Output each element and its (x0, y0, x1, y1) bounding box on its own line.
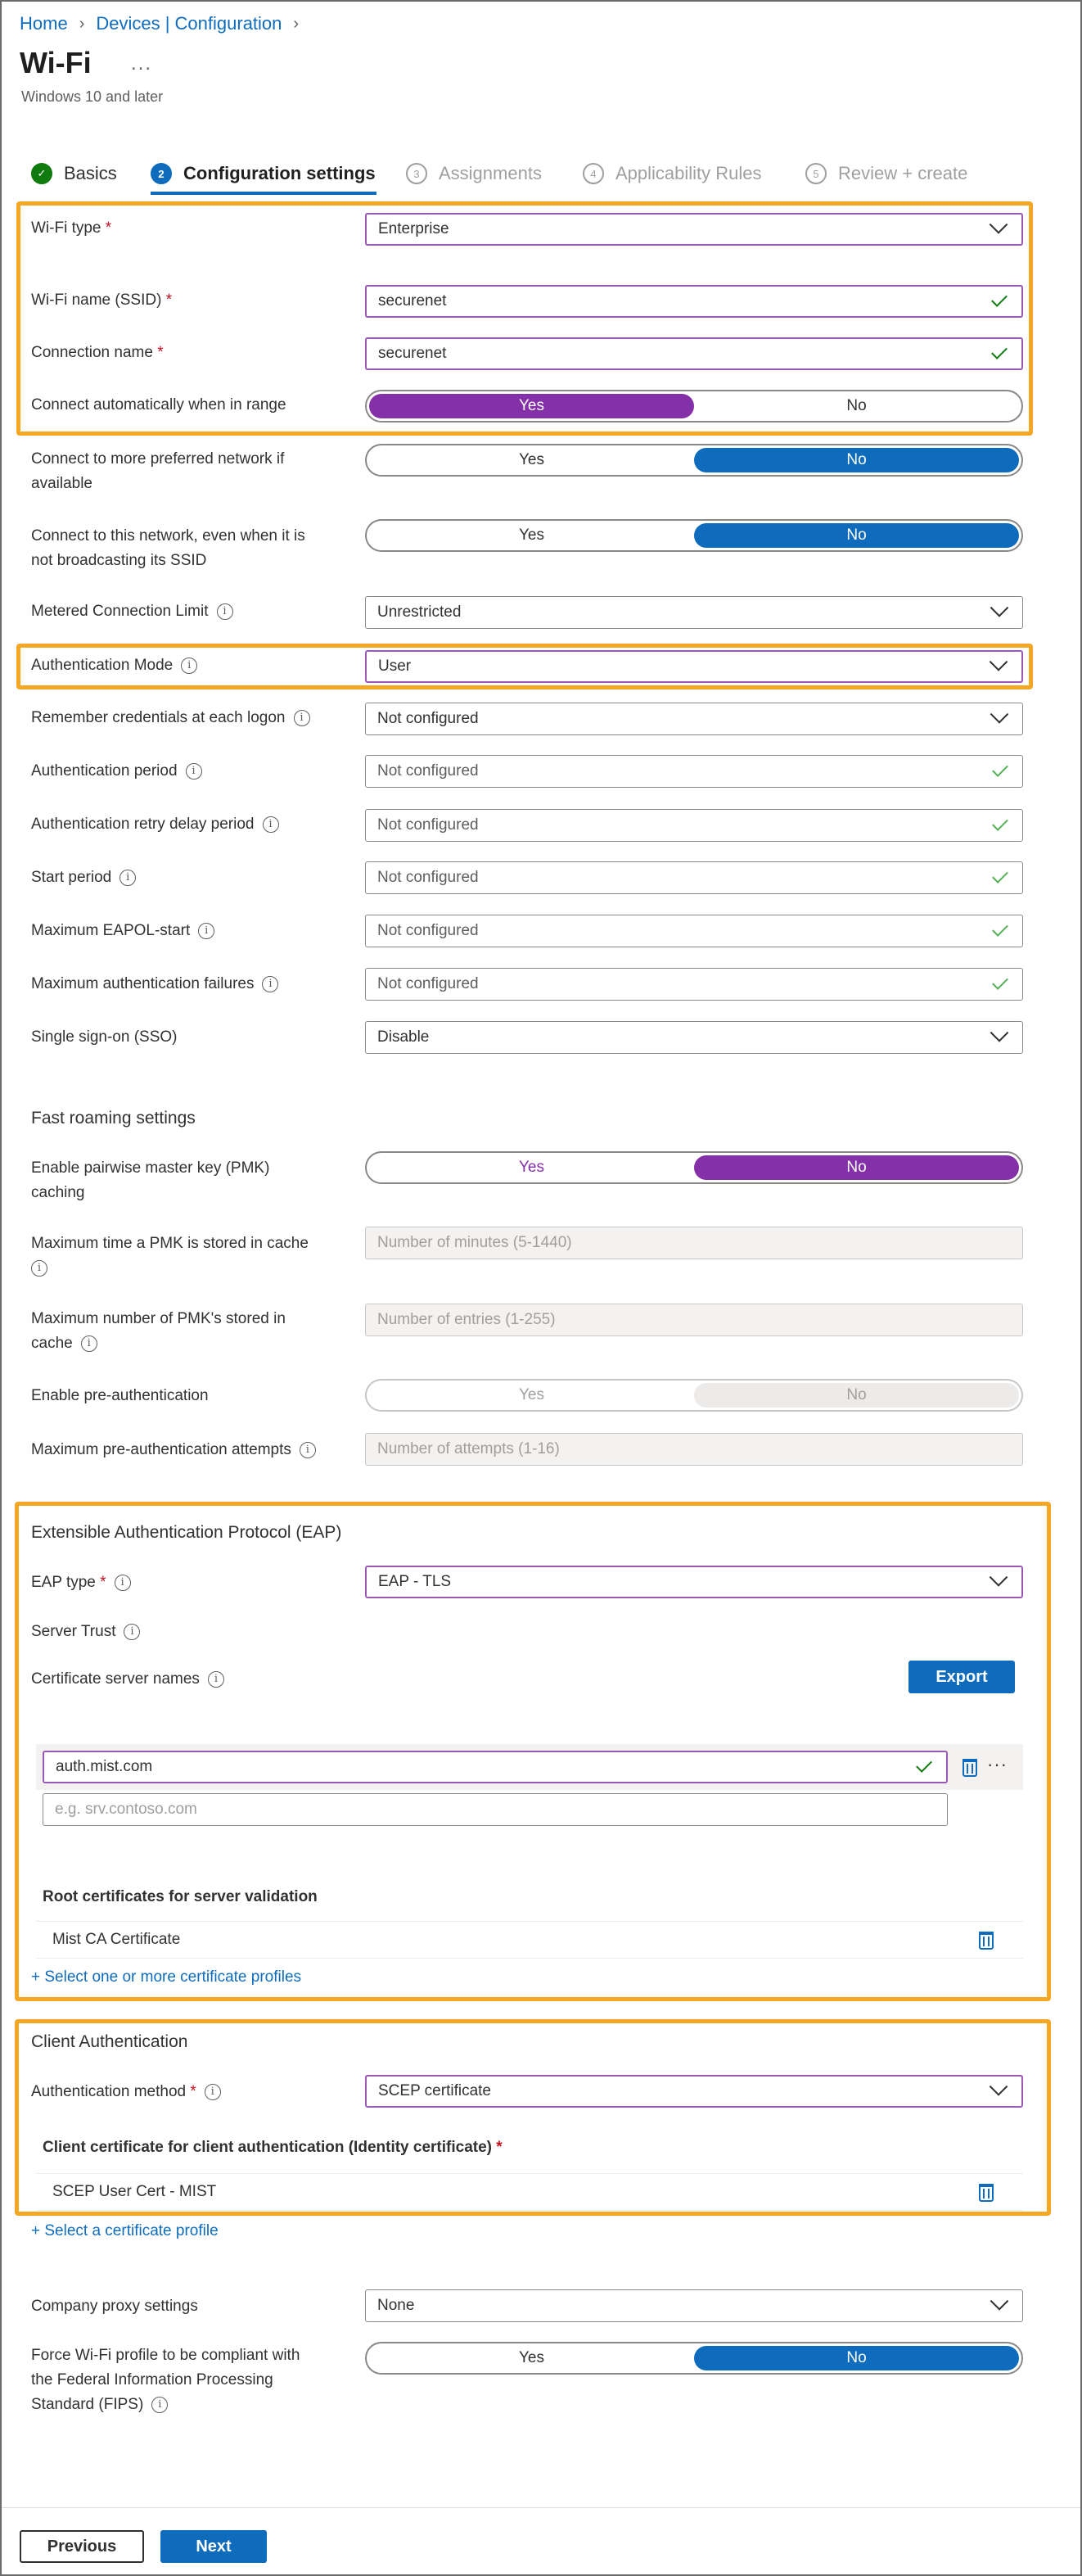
preauth-label: Enable pre-authentication (31, 1387, 209, 1404)
pmk-time-input: Number of minutes (5-1440) (365, 1227, 1023, 1259)
chevron-right-icon: › (293, 14, 300, 33)
info-icon[interactable]: i (181, 658, 197, 674)
start-period-label: Start period i (31, 865, 136, 890)
info-icon[interactable]: i (205, 2084, 221, 2100)
trash-icon[interactable] (979, 1932, 994, 1950)
toggle-no[interactable]: No (846, 397, 867, 414)
fast-roaming-title: Fast roaming settings (31, 1109, 196, 1128)
auth-retry-label: Authentication retry delay period i (31, 812, 279, 837)
step-basics[interactable] (31, 159, 117, 188)
preferred-network-label: Connect to more preferred network if available (31, 450, 285, 492)
toggle-no[interactable]: No (694, 448, 1019, 472)
step-number: 2 (151, 163, 172, 184)
active-step-indicator (151, 192, 376, 195)
pmk-count-input: Number of entries (1-255) (365, 1304, 1023, 1336)
toggle-no: No (694, 1383, 1019, 1408)
preauth-toggle (365, 1379, 1023, 1412)
info-icon[interactable]: i (300, 1442, 316, 1458)
more-actions-icon[interactable]: ··· (987, 1754, 1008, 1774)
toggle-no[interactable]: No (694, 523, 1019, 548)
cert-server-names-label: Certificate server names i (31, 1667, 224, 1692)
eap-type-label: EAP type * i (31, 1570, 131, 1595)
info-icon[interactable]: i (263, 816, 279, 833)
root-certs-title: Root certificates for server validation (43, 1888, 318, 1905)
info-icon[interactable]: i (124, 1624, 140, 1640)
client-auth-title: Client Authentication (31, 2032, 188, 2051)
preauth-attempts-input: Number of attempts (1-16) (365, 1433, 1023, 1466)
select-cert-profile-link[interactable]: + Select a certificate profile (31, 2222, 219, 2239)
info-icon[interactable]: i (151, 2397, 168, 2413)
toggle-no[interactable]: No (694, 2346, 1019, 2370)
info-icon[interactable]: i (208, 1671, 224, 1688)
delete-server-name-button[interactable] (959, 1756, 981, 1780)
info-icon[interactable]: i (115, 1575, 131, 1591)
proxy-label: Company proxy settings (31, 2298, 198, 2315)
max-eapol-label: Maximum EAPOL-start i (31, 919, 214, 943)
toggle-yes[interactable]: Yes (519, 2349, 544, 2366)
step-label: Applicability Rules (615, 163, 762, 183)
max-eapol-input[interactable]: Not configured (365, 915, 1023, 947)
info-icon[interactable]: i (262, 976, 278, 992)
ssid-input[interactable]: securenet (365, 285, 1023, 318)
metered-label: Metered Connection Limit i (31, 599, 233, 624)
connect-auto-toggle[interactable] (365, 390, 1023, 423)
step-label: Assignments (439, 163, 542, 183)
more-options-icon[interactable]: ... (131, 52, 153, 75)
info-icon[interactable]: i (217, 603, 233, 620)
hidden-ssid-toggle[interactable] (365, 519, 1023, 552)
toggle-yes[interactable]: Yes (519, 526, 544, 544)
start-period-input[interactable]: Not configured (365, 861, 1023, 894)
info-icon[interactable]: i (198, 923, 214, 939)
sso-select[interactable]: Disable (365, 1021, 1023, 1054)
ssid-label: Wi-Fi name (SSID) * (31, 291, 173, 309)
toggle-yes: Yes (519, 1386, 544, 1403)
chevron-down-icon (990, 599, 1009, 617)
hidden-ssid-label: Connect to this network, even when it is not broadcasting its SSID (31, 527, 305, 569)
export-button[interactable]: Export (908, 1661, 1015, 1693)
step-assignments[interactable] (406, 159, 542, 188)
chevron-down-icon (990, 1024, 1009, 1042)
sso-label: Single sign-on (SSO) (31, 1028, 178, 1046)
remember-creds-label: Remember credentials at each logon i (31, 706, 310, 730)
breadcrumb-home[interactable]: Home (20, 13, 68, 34)
chevron-down-icon (990, 653, 1008, 671)
server-name-input[interactable]: auth.mist.com (43, 1751, 948, 1783)
previous-button[interactable]: Previous (20, 2530, 144, 2563)
footer-divider (2, 2507, 1080, 2508)
step-number: 5 (805, 163, 827, 184)
fips-label: Force Wi-Fi profile to be compliant with the Federal Information Processing Standard (FIPS) i (31, 2347, 300, 2413)
step-configuration-settings[interactable] (151, 159, 376, 188)
connect-auto-label: Connect automatically when in range (31, 396, 286, 414)
pmk-time-label: Maximum time a PMK is stored in cache i (31, 1232, 309, 1281)
wifi-type-label: Wi-Fi type * (31, 219, 112, 237)
toggle-no[interactable]: No (694, 1155, 1019, 1180)
pmk-caching-label: Enable pairwise master key (PMK) caching (31, 1159, 270, 1201)
chevron-down-icon (990, 215, 1008, 234)
breadcrumb-devices-configuration[interactable]: Devices | Configuration (96, 13, 282, 34)
toggle-yes[interactable]: Yes (519, 1159, 544, 1176)
chevron-down-icon (990, 2077, 1008, 2096)
remember-creds-select[interactable]: Not configured (365, 703, 1023, 735)
pmk-caching-toggle[interactable] (365, 1151, 1023, 1184)
eap-title: Extensible Authentication Protocol (EAP) (31, 1523, 342, 1542)
wifi-type-select[interactable]: Enterprise (365, 213, 1023, 246)
identity-cert-name: SCEP User Cert - MIST (52, 2183, 217, 2200)
chevron-down-icon (990, 1568, 1008, 1587)
auth-mode-select[interactable]: User (365, 650, 1023, 683)
step-applicability-rules[interactable] (583, 159, 762, 188)
page-subtitle: Windows 10 and later (21, 88, 164, 105)
preauth-attempts-label: Maximum pre-authentication attempts i (31, 1438, 316, 1462)
checkmark-icon: ✓ (31, 163, 52, 184)
step-number: 4 (583, 163, 604, 184)
root-cert-row (36, 1921, 1023, 1959)
server-name-new-input[interactable]: e.g. srv.contoso.com (43, 1793, 948, 1826)
eap-type-select[interactable]: EAP - TLS (365, 1566, 1023, 1598)
auth-mode-label: Authentication Mode i (31, 653, 197, 678)
connection-name-label: Connection name * (31, 344, 164, 361)
info-icon[interactable]: i (81, 1335, 97, 1352)
step-label: Configuration settings (183, 163, 376, 183)
next-button[interactable]: Next (160, 2530, 267, 2563)
auth-period-label: Authentication period i (31, 759, 202, 784)
max-auth-fail-label: Maximum authentication failures i (31, 972, 278, 997)
chevron-down-icon (990, 2292, 1009, 2311)
info-icon[interactable]: i (31, 1260, 47, 1277)
info-icon[interactable]: i (119, 870, 136, 886)
metered-select[interactable]: Unrestricted (365, 596, 1023, 629)
server-trust-label: Server Trust i (31, 1620, 140, 1644)
step-number: 3 (406, 163, 427, 184)
info-icon[interactable]: i (186, 763, 202, 780)
root-cert-name: Mist CA Certificate (52, 1931, 181, 1948)
auth-method-select[interactable]: SCEP certificate (365, 2075, 1023, 2108)
step-review-create[interactable] (805, 159, 967, 188)
identity-cert-title: Client certificate for client authentication (Identity certificate) * (43, 2139, 503, 2156)
trash-icon[interactable] (979, 2184, 994, 2202)
step-label: Review + create (838, 163, 968, 183)
identity-cert-row (36, 2173, 1023, 2211)
proxy-select[interactable]: None (365, 2289, 1023, 2322)
chevron-right-icon: › (79, 14, 85, 33)
toggle-yes[interactable]: Yes (519, 451, 544, 468)
auth-retry-input[interactable]: Not configured (365, 809, 1023, 842)
select-cert-profiles-link[interactable]: + Select one or more certificate profiles (31, 1968, 302, 1986)
fips-toggle[interactable] (365, 2342, 1023, 2375)
pmk-count-label: Maximum number of PMK's stored in cache i (31, 1310, 286, 1352)
breadcrumb (20, 11, 310, 36)
chevron-down-icon (990, 705, 1009, 724)
auth-method-label: Authentication method * i (31, 2080, 221, 2104)
toggle-yes[interactable]: Yes (369, 394, 694, 418)
connection-name-input[interactable]: securenet (365, 337, 1023, 370)
page-title: Wi-Fi (20, 46, 92, 79)
step-label: Basics (64, 163, 117, 183)
auth-period-input[interactable]: Not configured (365, 755, 1023, 788)
max-auth-fail-input[interactable]: Not configured (365, 968, 1023, 1001)
trash-icon (963, 1759, 977, 1777)
preferred-network-toggle[interactable] (365, 444, 1023, 477)
info-icon[interactable]: i (294, 710, 310, 726)
